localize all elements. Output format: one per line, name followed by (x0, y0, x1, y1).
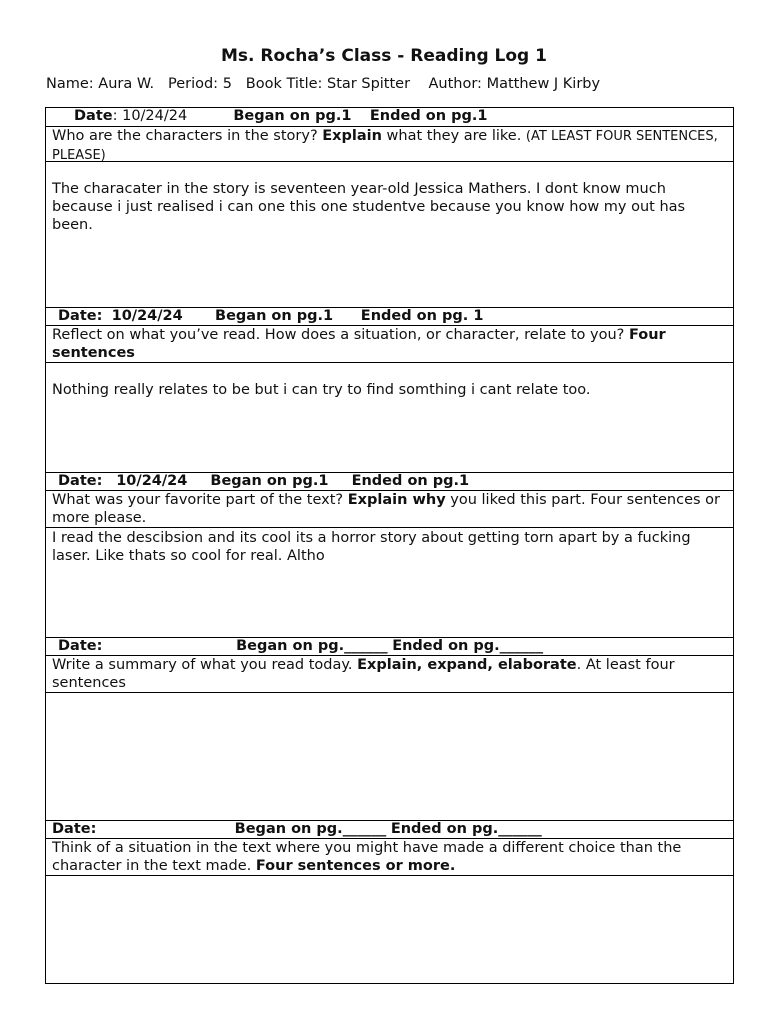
entry-4-prompt (46, 656, 733, 693)
entry-4-date-row (46, 638, 733, 656)
entry-3-date-row (46, 473, 733, 491)
student-info-line (46, 76, 600, 92)
entry-5-prompt (46, 839, 733, 876)
began-page: Began on pg.1 (210, 473, 329, 489)
entry-3-answer[interactable]: I read the descibsion and its cool its a horror story about getting torn apart by a fucking laser. Like thats so cool for real. Altho (46, 528, 733, 638)
period-label: Period: (167, 76, 219, 92)
date-colon: : (112, 108, 118, 124)
period-value: 5 (222, 76, 232, 92)
prompt-emphasis: Explain, expand, elaborate (357, 657, 577, 673)
author-label: Author: (428, 76, 482, 92)
prompt-small-caps: (AT LEAST FOUR SENTENCES, PLEASE) (52, 129, 718, 163)
reading-log-table (45, 107, 734, 984)
began-page: Began on pg.______ (236, 638, 388, 654)
prompt-text: Who are the characters in the story? (52, 128, 323, 144)
prompt-text: Write a summary of what you read today. (52, 657, 358, 673)
began-page: Began on pg.1 (215, 308, 334, 324)
entry-2-prompt (46, 326, 733, 363)
ended-page: Ended on pg.______ (392, 638, 544, 654)
prompt-text: What was your favorite part of the text? (52, 492, 348, 508)
ended-page: Ended on pg.1 (369, 108, 488, 124)
prompt-emphasis: Four sentences or more. (255, 858, 456, 874)
prompt-emphasis: Explain why (347, 492, 446, 508)
date-value: 10/24/24 (122, 108, 188, 124)
ended-page: Ended on pg.______ (390, 821, 542, 837)
began-page: Began on pg.1 (233, 108, 352, 124)
entry-1-prompt (46, 127, 733, 162)
prompt-emphasis: Four sentences (52, 327, 666, 361)
date-label: Date: (58, 473, 103, 489)
name-label: Name: (46, 76, 94, 92)
began-page: Began on pg.______ (234, 821, 387, 837)
entry-1-answer[interactable]: The characater in the story is seventeen year-old Jessica Mathers. I dont know much because i just realised i can one this one studentve because you know how my out has been. (46, 162, 733, 308)
book-title-label: Book Title: (245, 76, 323, 92)
author-name: Matthew J Kirby (486, 76, 601, 92)
prompt-text-cont: you liked this part. Four sentences or more please. (52, 492, 721, 526)
entry-3-prompt (46, 491, 733, 528)
prompt-text-cont: . At least four sentences (52, 657, 675, 691)
ended-page: Ended on pg. 1 (360, 308, 484, 324)
date-value: 10/24/24 (116, 473, 188, 489)
entry-2-answer[interactable]: Nothing really relates to be but i can try to find somthing i cant relate too. (46, 363, 733, 473)
entry-5-answer[interactable] (46, 876, 733, 983)
entry-2-date-row (46, 308, 733, 326)
page-title: Ms. Rocha’s Class - Reading Log 1 (221, 46, 547, 66)
prompt-text: Reflect on what you’ve read. How does a situation, or character, relate to you? (52, 327, 629, 343)
entry-1-date-row (46, 108, 733, 127)
date-label: Date: (58, 638, 103, 654)
prompt-text-cont: what they are like. (381, 128, 526, 144)
date-value: 10/24/24 (111, 308, 183, 324)
entry-5-date-row (46, 821, 733, 839)
prompt-emphasis: Explain (322, 128, 382, 144)
entry-4-answer[interactable] (46, 693, 733, 821)
ended-page: Ended on pg.1 (351, 473, 470, 489)
book-title: Star Spitter (327, 76, 411, 92)
date-label: Date: (58, 308, 103, 324)
prompt-text: Think of a situation in the text where you might have made a different choice than the character in the text made. (52, 840, 682, 874)
date-label: Date: (52, 821, 97, 837)
student-name: Aura W. (98, 76, 155, 92)
date-label: Date (74, 108, 113, 124)
